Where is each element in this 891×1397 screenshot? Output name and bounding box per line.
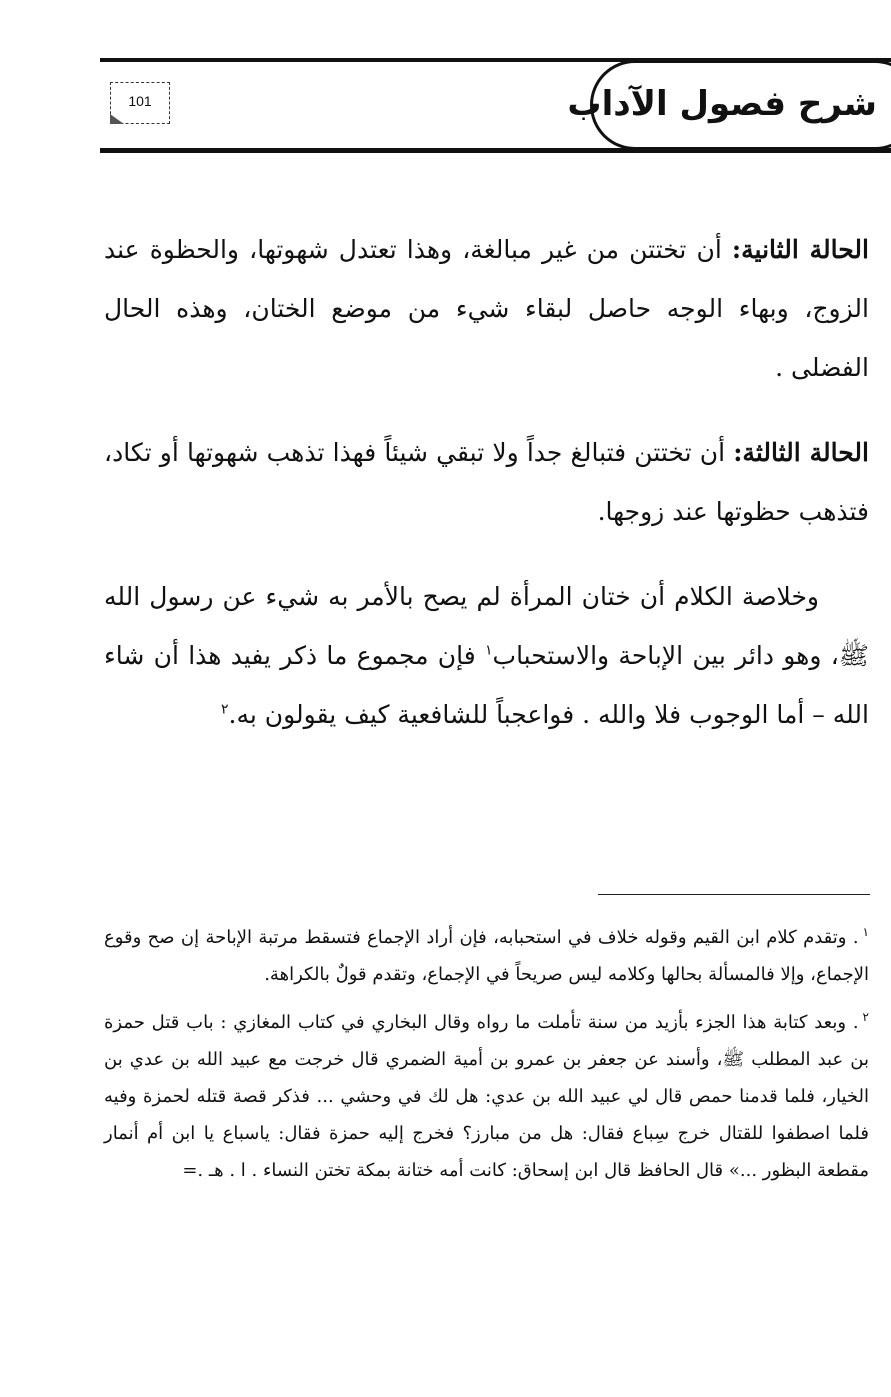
paragraph-text: أن تختتن فتبالغ جداً ولا تبقي شيئاً فهذا تذهب شهوتها أو تكاد، فتذهب حظوتها عند زوجها.	[104, 438, 869, 526]
footnotes	[104, 914, 869, 1195]
footnote-1	[104, 914, 869, 993]
footnote-text: . وتقدم كلام ابن القيم وقوله خلاف في استحبابه، فإن أراد الإجماع فتسقط مرتبة الإباحة إن صح وقوع الإجماع، وإلا فالمسألة بحالها وكلامه ليس صريحاً في الإجماع، وتقدم قولٌ بالكراهة.	[104, 927, 869, 985]
page-number: 101	[128, 93, 152, 109]
footnote-mark: ١	[862, 925, 869, 939]
page-curl-icon	[110, 114, 124, 124]
footnote-mark: ٢	[862, 1010, 869, 1024]
paragraph-summary	[104, 567, 869, 744]
footnote-ref-2[interactable]: ٢	[221, 701, 229, 718]
paragraph-text: فإن مجموع ما ذكر يفيد هذا أن شاء الله – أما الوجوب فلا والله . فواعجباً للشافعية كيف يقولون به.	[104, 641, 869, 729]
paragraph-second-state	[104, 220, 869, 397]
paragraph-label: الحالة الثالثة:	[733, 438, 869, 467]
footnote-text: . وبعد كتابة هذا الجزء بأزيد من سنة تأملت ما رواه وقال البخاري في كتاب المغازي : باب قتل حمزة بن عبد المطلب ﷺ، وأسند عن جعفر بن عمرو بن أمية الضمري قال خرجت مع عبيد الله بن عدي بن الخيار، فلما قدمنا حمص قال لي عبيد الله بن عدي: هل لك في وحشي ... فذكر قصة قتله لحمزة وفيه فلما اصطفوا للقتال خرج سِباع فقال: هل من مبارز؟ فخرج إليه حمزة فقال: ياسباع يا ابن أم أنمار مقطعة البظور ...» قال الحافظ قال ابن إسحاق: كانت أمه ختانة بمكة تختن النساء . ا . هـ .=	[104, 1012, 869, 1181]
header-bottom-rule	[100, 148, 891, 153]
footnote-separator	[598, 894, 870, 895]
footnote-2	[104, 999, 869, 1189]
paragraph-third-state	[104, 423, 869, 541]
paragraph-text: وخلاصة الكلام أن ختان المرأة لم يصح بالأمر به شيء عن رسول الله ﷺ، وهو دائر بين الإباحة والاستحباب	[104, 582, 869, 670]
page-number-box	[110, 82, 170, 124]
page-header	[0, 0, 891, 160]
main-text	[104, 220, 869, 770]
footnote-ref-1[interactable]: ١	[485, 642, 493, 659]
paragraph-label: الحالة الثانية:	[731, 235, 869, 264]
paragraph-text: أن تختتن من غير مبالغة، وهذا تعتدل شهوتها، والحظوة عند الزوج، وبهاء الوجه حاصل لبقاء شيء من موضع الختان، وهذه الحال الفضلى .	[104, 235, 869, 382]
book-title: شرح فصول الآداب	[567, 84, 877, 124]
